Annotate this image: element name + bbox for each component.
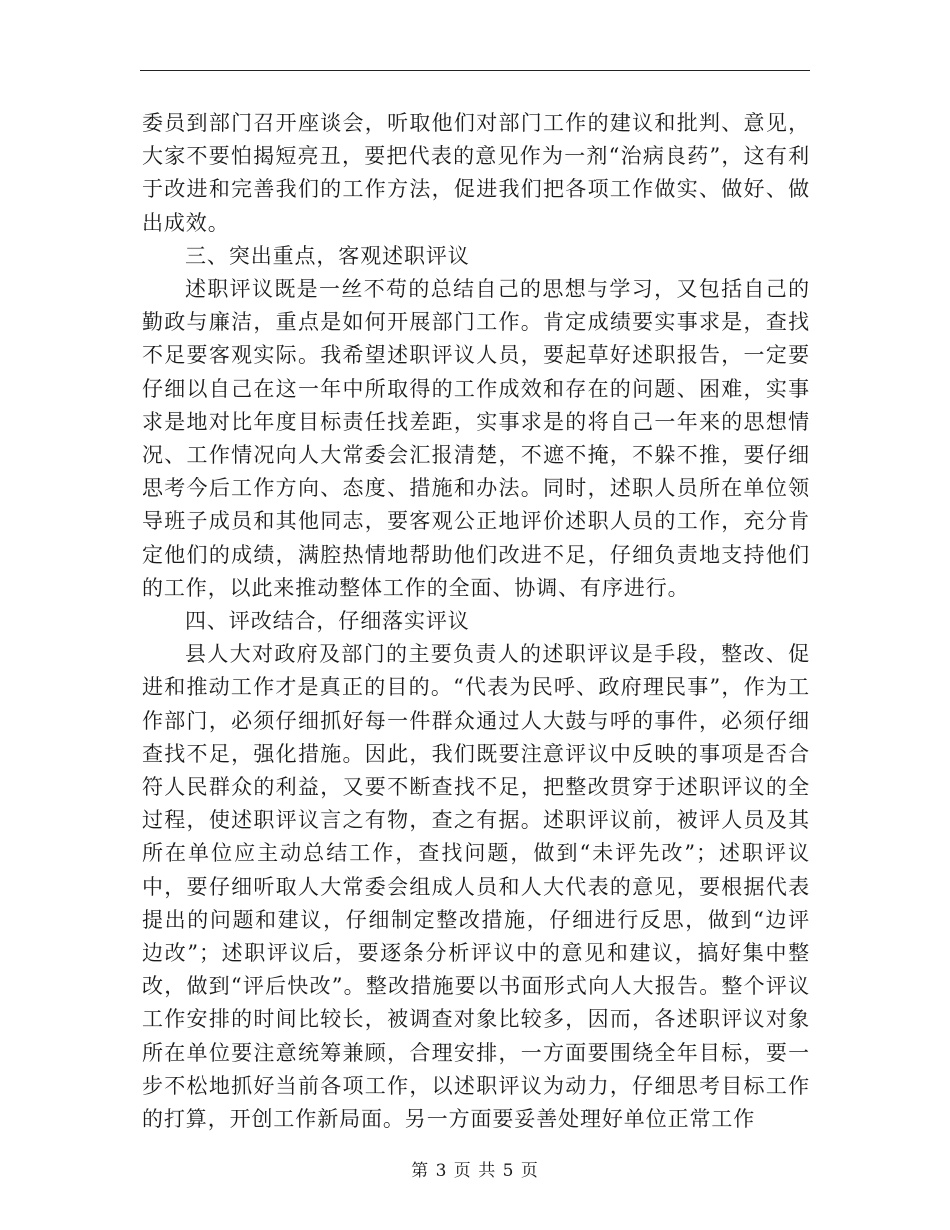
header-rule xyxy=(140,70,810,71)
section-heading-4: 四、评改结合，仔细落实评议 xyxy=(185,609,470,634)
paragraph-section-4: 县人大对政府及部门的主要负责人的述职评议是手段，整改、促进和推动工作才是真正的目的。“代表为民呼、政府理民事”，作为工作部门，必须仔细抓好每一件群众通过人大鼓与呼的事件，必须仔细查找不足，强化措施。因此，我们既要注意评议中反映的事项是否合符人民群众的利益，又要不断查找不足，把整改贯穿于述职评议的全过程，使述职评议言之有物，查之有据。述职评议前，被评人员及其所在单位应主动总结工作，查找问题，做到“未评先改”；述职评议中，要仔细听取人大常委会组成人员和人大代表的意见，要根据代表提出的问题和建议，仔细制定整改措施，仔细进行反思，做到“边评边改”；述职评议后，要逐条分析评议中的意见和建议，搞好集中整改，做到“评后快改”。整改措施要以书面形式向人大报告。整个评议工作安排的时间比较长，被调查对象比较多，因而，各述职评议对象所在单位要注意统筹兼顾，合理安排，一方面要围绕全年目标，要一步不松地抓好当前各项工作，以述职评议为动力，仔细思考目标工作的打算，开创工作新局面。另一方面要妥善处理好单位正常工作 xyxy=(142,642,810,1132)
page-number-footer: 第 3 页 共 5 页 xyxy=(411,1161,539,1181)
paragraph-continuation: 委员到部门召开座谈会，听取他们对部门工作的建议和批判、意见，大家不要怕揭短亮丑，要把代表的意见作为一剂“治病良药”，这有利于改进和完善我们的工作方法，促进我们把各项工作做实、做好、做出成效。 xyxy=(142,111,810,235)
section-heading-3: 三、突出重点，客观述职评议 xyxy=(185,243,470,268)
document-body xyxy=(142,107,810,1136)
paragraph-section-3: 述职评议既是一丝不苟的总结自己的思想与学习，又包括自己的勤政与廉洁，重点是如何开展部门工作。肯定成绩要实事求是，查找不足要客观实际。我希望述职评议人员，要起草好述职报告，一定要仔细以自己在这一年中所取得的工作成效和存在的问题、困难，实事求是地对比年度目标责任找差距，实事求是的将自己一年来的思想情况、工作情况向人大常委会汇报清楚，不遮不掩，不躲不推，要仔细思考今后工作方向、态度、措施和办法。同时，述职人员所在单位领导班子成员和其他同志，要客观公正地评价述职人员的工作，充分肯定他们的成绩，满腔热情地帮助他们改进不足，仔细负责地支持他们的工作，以此来推动整体工作的全面、协调、有序进行。 xyxy=(142,277,810,600)
